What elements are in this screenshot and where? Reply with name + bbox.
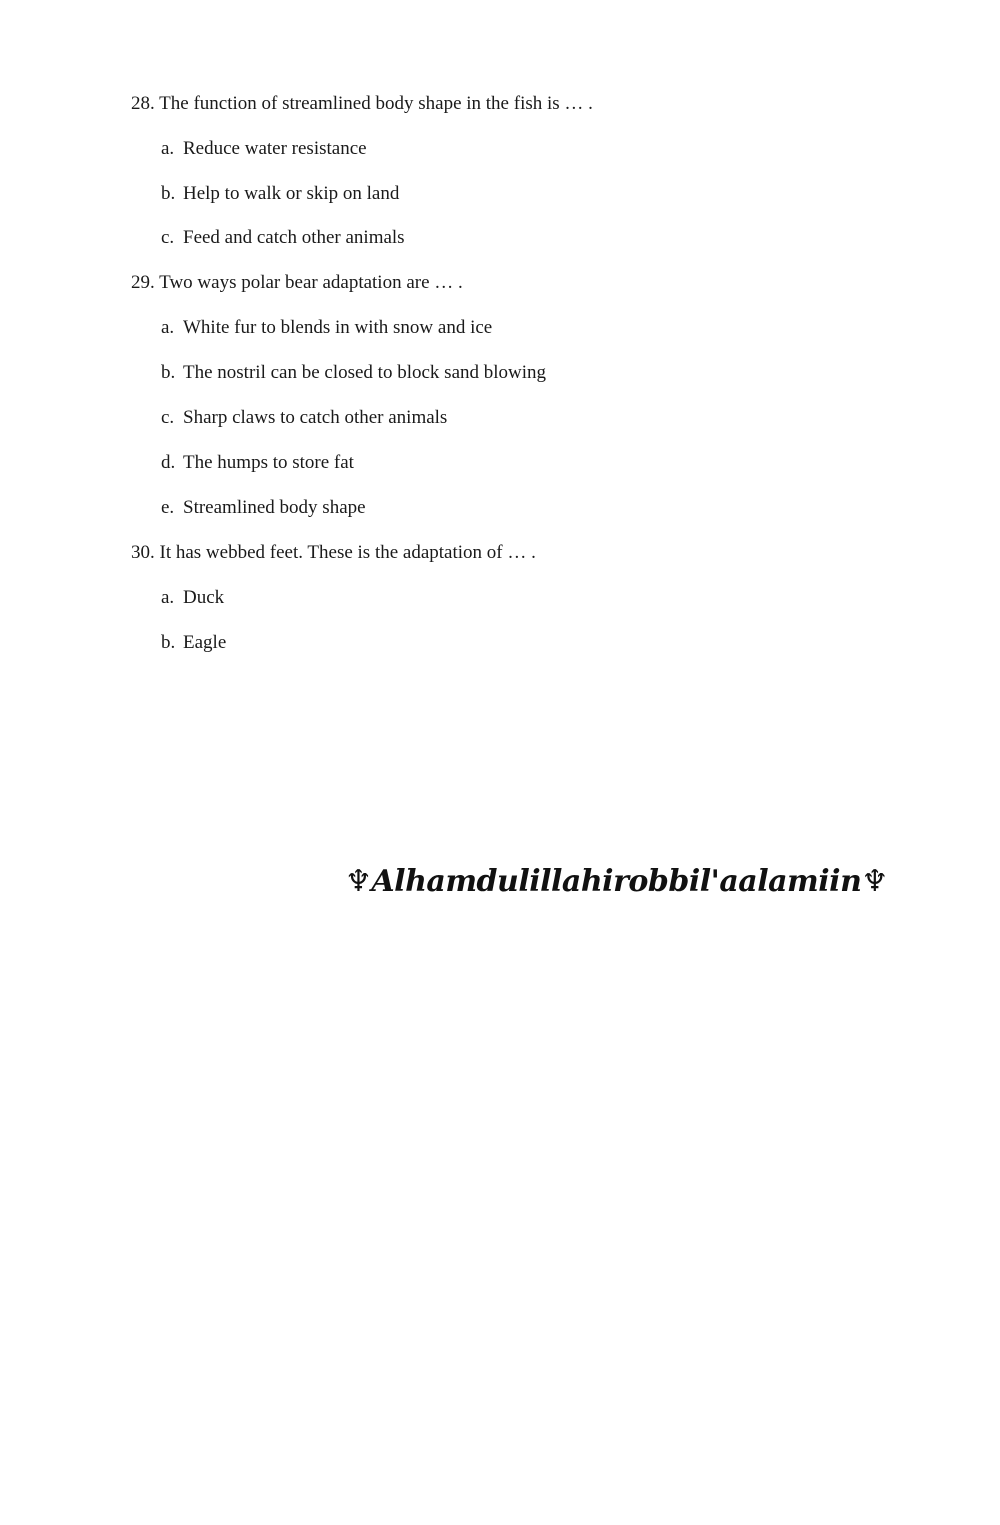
option-text: Streamlined body shape (183, 497, 366, 518)
option-letter: a. (161, 317, 175, 338)
option-letter: b. (161, 632, 176, 653)
closing-text: ♆Alhamdulillahirobbil'aalamiin♆ (345, 864, 888, 899)
option-letter: c. (161, 407, 175, 428)
option-text: White fur to blends in with snow and ice (183, 317, 493, 338)
question-number: 28. (131, 93, 155, 114)
option-letter: b. (161, 183, 176, 204)
option-28-b[interactable] (161, 182, 399, 206)
option-text: Reduce water resistance (183, 138, 367, 159)
option-29-c[interactable] (161, 406, 447, 430)
option-letter: d. (161, 452, 176, 473)
option-29-a[interactable] (161, 316, 492, 340)
option-text: Duck (183, 587, 225, 608)
question-30 (131, 541, 536, 565)
option-28-a[interactable] (161, 137, 367, 161)
option-text: Help to walk or skip on land (183, 183, 400, 204)
option-30-b[interactable] (161, 631, 226, 655)
question-text: It has webbed feet. These is the adaptation of … . (159, 542, 536, 563)
option-text: The nostril can be closed to block sand blowing (183, 362, 547, 383)
question-text: Two ways polar bear adaptation are … . (159, 272, 463, 293)
option-letter: a. (161, 138, 175, 159)
option-letter: a. (161, 587, 175, 608)
option-text: Feed and catch other animals (183, 227, 405, 248)
question-28 (131, 92, 593, 116)
option-29-d[interactable] (161, 451, 354, 475)
option-29-e[interactable] (161, 496, 366, 520)
option-29-b[interactable] (161, 361, 546, 385)
option-30-a[interactable] (161, 586, 224, 610)
option-letter: e. (161, 497, 175, 518)
question-number: 30. (131, 542, 155, 563)
question-29 (131, 271, 463, 295)
option-text: Eagle (183, 632, 227, 653)
option-letter: c. (161, 227, 175, 248)
question-number: 29. (131, 272, 155, 293)
question-text: The function of streamlined body shape in the fish is … . (159, 93, 593, 114)
option-28-c[interactable] (161, 226, 405, 250)
option-text: The humps to store fat (183, 452, 354, 473)
option-letter: b. (161, 362, 176, 383)
option-text: Sharp claws to catch other animals (183, 407, 448, 428)
